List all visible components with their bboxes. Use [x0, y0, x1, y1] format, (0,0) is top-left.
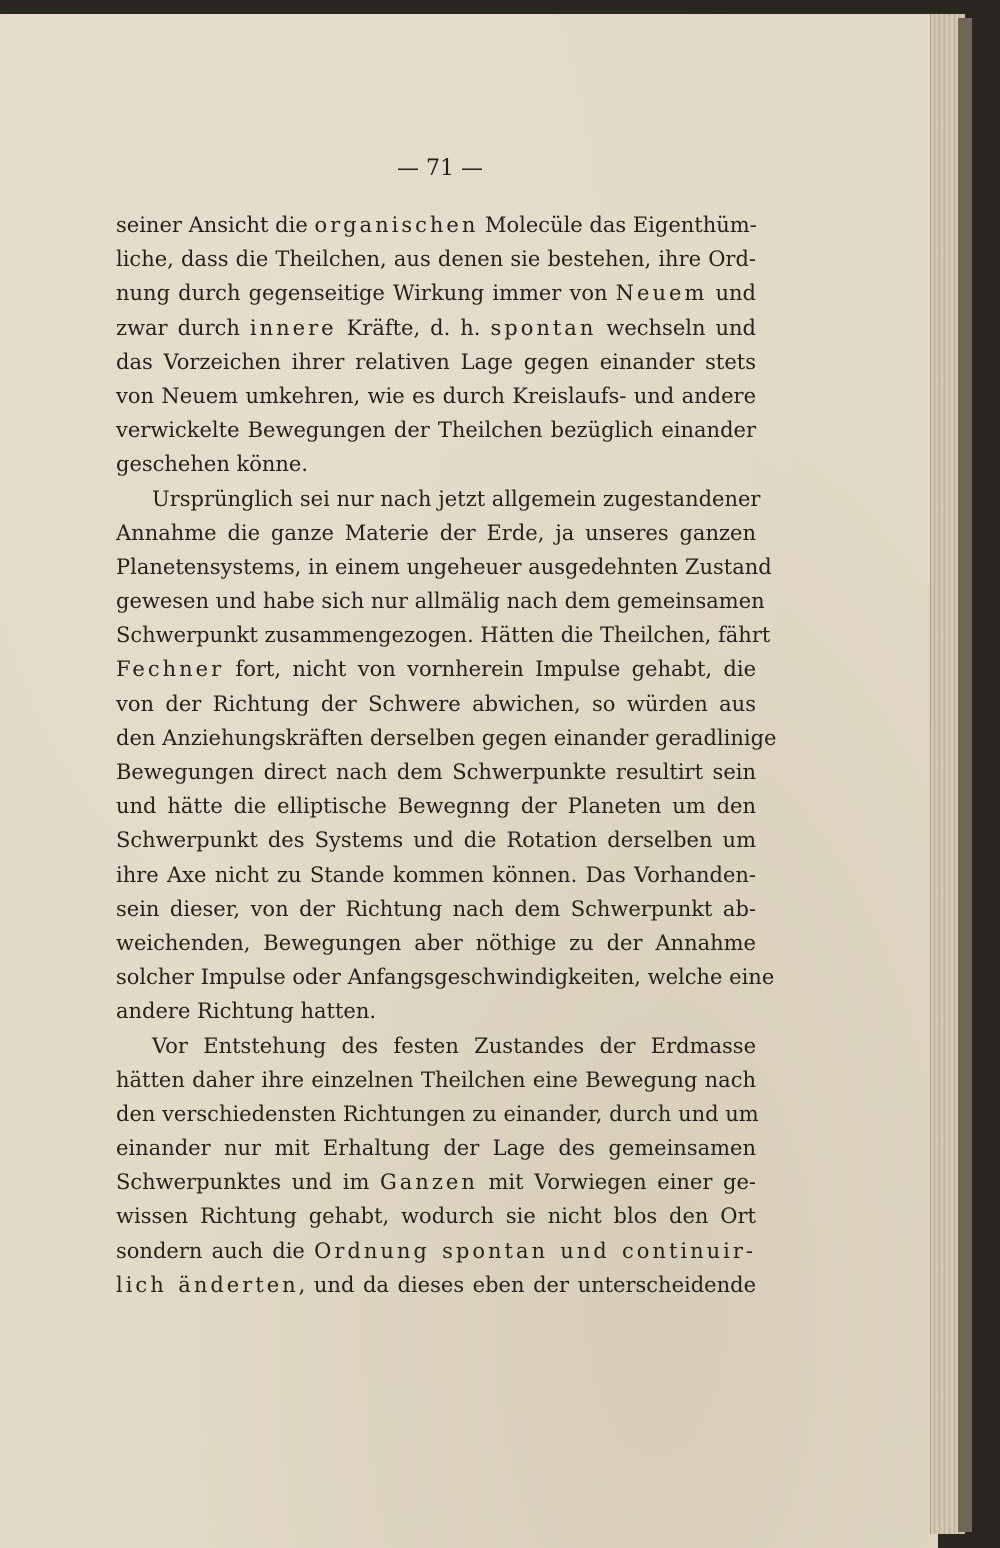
text-run: wissen Richtung gehabt, wodurch sie nicht blos den Ort [116, 1204, 756, 1229]
page-number: — 71 — [397, 156, 483, 181]
text-run: nung durch gegenseitige Wirkung immer von [116, 281, 616, 306]
text-line [116, 242, 756, 276]
text-run: Planetensystems, in einem ungeheuer ausgedehnten Zustand [116, 554, 772, 579]
text-line [116, 789, 756, 823]
text-run: Annahme die ganze Materie der Erde, ja unseres ganzen [116, 520, 756, 545]
text-line [116, 345, 756, 379]
text-line [116, 755, 756, 789]
text-line [116, 858, 756, 892]
text-run: verwickelte Bewegungen der Theilchen bezüglich einander [116, 418, 756, 443]
text-line [116, 311, 756, 345]
text-line [116, 823, 756, 857]
text-line [116, 721, 777, 755]
text-line [116, 960, 775, 994]
text-run: sondern auch die [116, 1238, 315, 1263]
text-run: Bewegungen direct nach dem Schwerpunkte resultirt sein [116, 760, 756, 784]
text-line [116, 1131, 756, 1165]
text-run: sein dieser, von der Richtung nach dem Schwerpunkt ab- [116, 896, 756, 921]
book-cover-edge [958, 18, 972, 1532]
text-line [116, 208, 756, 242]
spaced-emphasis: Ordnung spontan und continuir- [314, 1238, 757, 1263]
text-line [116, 1097, 759, 1131]
spaced-emphasis: organischen [314, 213, 479, 237]
text-run: Schwerpunkt zusammengezogen. Hätten die Theilchen, fährt [116, 623, 771, 648]
text-line [116, 1234, 756, 1268]
text-run: Vor Entstehung des festen Zustandes der Erdmasse [152, 1033, 756, 1058]
text-line [116, 1268, 756, 1302]
text-run: Molecüle das Eigenthüm- [478, 213, 757, 237]
text-run: seiner Ansicht die [116, 213, 315, 237]
spaced-emphasis: spontan [490, 315, 597, 340]
text-run: zwar durch [116, 315, 250, 340]
text-run: von der Richtung der Schwere abwichen, so würden aus [116, 691, 756, 716]
text-line [116, 584, 765, 618]
text-run: solcher Impulse oder Anfangsgeschwindigkeiten, welche eine [116, 965, 775, 990]
text-line [116, 892, 756, 926]
text-run: mit Vorwiegen einer ge- [477, 1170, 757, 1195]
text-line [116, 550, 772, 584]
text-run: fort, nicht von vornherein Impulse gehabt, die [224, 657, 756, 682]
text-run: und hätte die elliptische Bewegnng der Planeten um den [116, 794, 756, 819]
spaced-emphasis: lich änderten [116, 1272, 299, 1297]
spaced-emphasis: innere [249, 315, 337, 340]
text-line [116, 618, 771, 652]
text-line [116, 276, 756, 310]
text-run: andere Richtung hatten. [116, 999, 377, 1024]
text-run: Schwerpunkt des Systems und die Rotation derselben um [116, 828, 756, 853]
text-line [116, 1199, 756, 1233]
text-run: gewesen und habe sich nur allmälig nach dem gemeinsamen [116, 589, 765, 614]
text-run: das Vorzeichen ihrer relativen Lage gegen einander stets [116, 349, 756, 374]
text-run: Ursprünglich sei nur nach jetzt allgemein zugestandener [152, 486, 761, 511]
text-run: den Anziehungskräften derselben gegen einander geradlinige [116, 725, 777, 750]
spaced-emphasis: Ganzen [380, 1170, 478, 1195]
text-run: weichenden, Bewegungen aber nöthige zu der Annahme [116, 930, 756, 955]
text-run: , und da dieses eben der unterscheidende [298, 1272, 756, 1297]
text-run: hätten daher ihre einzelnen Theilchen eine Bewegung nach [116, 1067, 756, 1092]
text-line [116, 413, 756, 447]
text-run: ihre Axe nicht zu Stande kommen können. Das Vorhanden- [116, 862, 756, 887]
text-line [116, 926, 756, 960]
spaced-emphasis: Fechner [116, 657, 225, 682]
text-run: den verschiedensten Richtungen zu einander, durch und um [116, 1101, 759, 1126]
spaced-emphasis: Neuem [615, 281, 708, 306]
text-line [116, 482, 761, 516]
text-line [116, 379, 756, 413]
text-run: liche, dass die Theilchen, aus denen sie bestehen, ihre Ord- [116, 247, 756, 272]
text-run: von Neuem umkehren, wie es durch Kreislaufs- und andere [116, 383, 756, 408]
text-run: Schwerpunktes und im [116, 1170, 381, 1195]
text-line [116, 994, 756, 1028]
text-line [116, 652, 756, 686]
text-line [116, 447, 756, 481]
text-block [116, 152, 777, 1302]
text-line [116, 1029, 756, 1063]
text-run: Kräfte, d. h. [336, 315, 491, 340]
text-line [116, 516, 756, 550]
text-run: geschehen könne. [116, 452, 309, 477]
text-line [116, 687, 756, 721]
text-run: einander nur mit Erhaltung der Lage des gemeinsamen [116, 1136, 756, 1161]
text-line [116, 1165, 756, 1199]
text-run: wechseln und [596, 315, 756, 340]
text-line [116, 1063, 756, 1097]
body-text [116, 208, 777, 1302]
text-run: und [707, 281, 756, 306]
